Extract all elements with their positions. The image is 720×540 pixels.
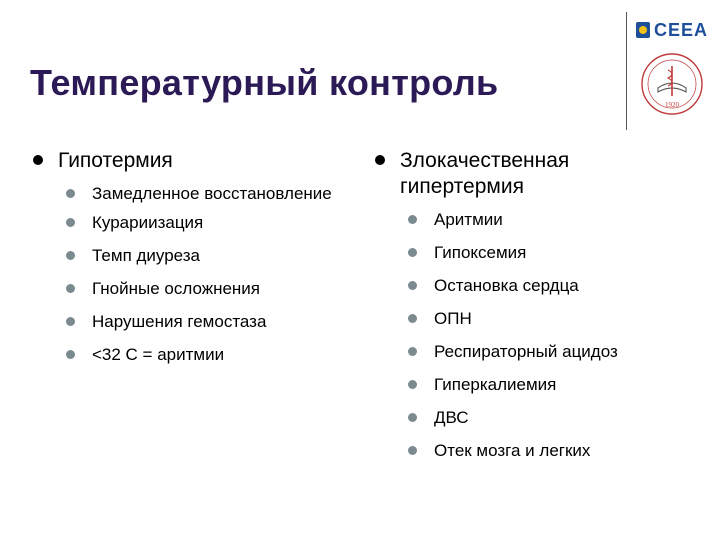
heading-hypothermia: Гипотермия [30, 148, 350, 174]
ceea-logo [636, 20, 712, 42]
list-item: Курариизация [62, 212, 350, 233]
ceea-logo-text: CEEA [654, 20, 709, 40]
hyperthermia-list [372, 209, 692, 461]
list-item: ОПН [404, 308, 692, 329]
university-seal-icon [638, 52, 706, 116]
list-item: Нарушения гемостаза [62, 311, 350, 332]
list-item: Остановка сердца [404, 275, 692, 296]
right-column [372, 148, 692, 473]
list-item: Отек мозга и легких [404, 440, 692, 461]
list-item: Респираторный ацидоз [404, 341, 692, 362]
hypothermia-list [30, 183, 350, 365]
list-item: Аритмии [404, 209, 692, 230]
list-item: Гипоксемия [404, 242, 692, 263]
list-item: Темп диуреза [62, 245, 350, 266]
list-item: <32 С = аритмии [62, 344, 350, 365]
list-item: ДВС [404, 407, 692, 428]
ceea-emblem-icon [636, 22, 650, 38]
divider [626, 12, 627, 130]
list-item: Гиперкалиемия [404, 374, 692, 395]
seal-year: 1920 [665, 101, 679, 109]
list-item: Замедленное восстановление [62, 183, 350, 204]
left-column [30, 148, 350, 377]
list-item: Гнойные осложнения [62, 278, 350, 299]
slide-title: Температурный контроль [30, 62, 499, 103]
heading-malignant-hyperthermia: Злокачественная гипертермия [372, 148, 692, 200]
